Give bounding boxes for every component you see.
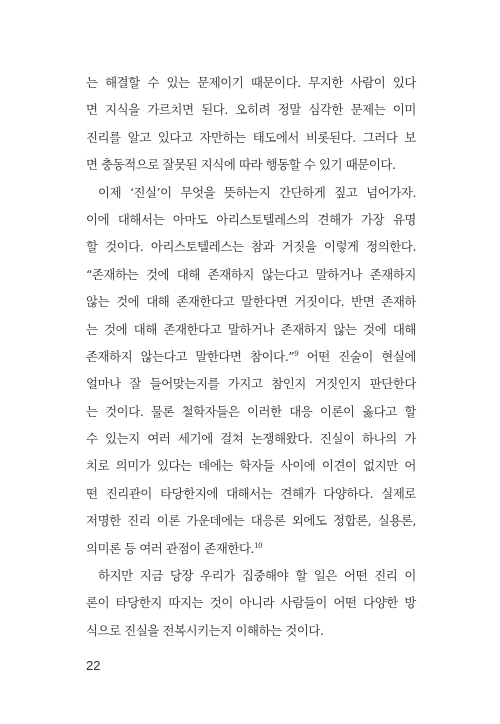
text-line: 면 충동적으로 잘못된 지식에 따라 행동할 수 있기 때문이다. (86, 157, 396, 173)
text-line-with-footnote (86, 535, 416, 562)
text-line-tail: 어떤 진술이 현실에 (298, 348, 416, 364)
text-line: 진리를 알고 있다고 자만하는 태도에서 비롯된다. 그러다 보 (86, 129, 416, 145)
body-text (86, 69, 416, 644)
text-line-with-footnote (86, 343, 416, 370)
text-line: 면 지식을 가르치면 된다. 오히려 정말 심각한 문제는 이미 (86, 102, 416, 118)
text-line: 식으로 진실을 전복시키는지 이해하는 것이다. (86, 622, 324, 638)
footnote-marker: 10 (254, 541, 263, 550)
text-line: 저명한 진리 이론 가운데에는 대응론 외에도 정합론, 실용론, (86, 513, 416, 529)
paragraph-start-line: 이제 ‘진실’이 무엇을 뜻하는지 간단하게 짚고 넘어가자. (98, 184, 416, 200)
page-number: 22 (86, 658, 101, 673)
text-line: 는 것이다. 물론 철학자들은 이러한 대응 이론이 옳다고 할 (86, 403, 416, 419)
text-line: 론이 타당한지 따지는 것이 아니라 사람들이 어떤 다양한 방 (86, 595, 416, 611)
paragraph-end-text: 의미론 등 여러 관점이 존재한다. (86, 540, 255, 556)
text-line: 않는 것에 대해 존재한다고 말한다면 거짓이다. 반면 존재하 (86, 294, 416, 310)
text-line: 떤 진리관이 타당한지에 대해서는 견해가 다양하다. 실제로 (86, 485, 416, 501)
paragraph-start-line: 하지만 지금 당장 우리가 집중해야 할 일은 어떤 진리 이 (98, 568, 416, 584)
text-line: 는 해결할 수 있는 문제이기 때문이다. 무지한 사람이 있다 (86, 75, 416, 90)
quote-end-text: 존재하지 않는다고 말한다면 참이다.” (86, 348, 295, 364)
text-line: 얼마나 잘 들어맞는지를 가지고 참인지 거짓인지 판단한다 (86, 376, 416, 392)
text-line: 이에 대해서는 아마도 아리스토텔레스의 견해가 가장 유명 (86, 211, 416, 227)
text-line: “존재하는 것에 대해 존재하지 않는다고 말하거나 존재하지 (86, 266, 416, 282)
text-line: 할 것이다. 아리스토텔레스는 참과 거짓을 이렇게 정의한다. (86, 239, 416, 255)
text-line: 치로 의미가 있다는 데에는 학자들 사이에 이견이 없지만 어 (86, 458, 416, 474)
text-line: 수 있는지 여러 세기에 걸쳐 논쟁해왔다. 진실이 하나의 가 (86, 431, 416, 447)
footnote-marker: 9 (294, 349, 299, 358)
text-line: 는 것에 대해 존재한다고 말하거나 존재하지 않는 것에 대해 (86, 321, 416, 337)
